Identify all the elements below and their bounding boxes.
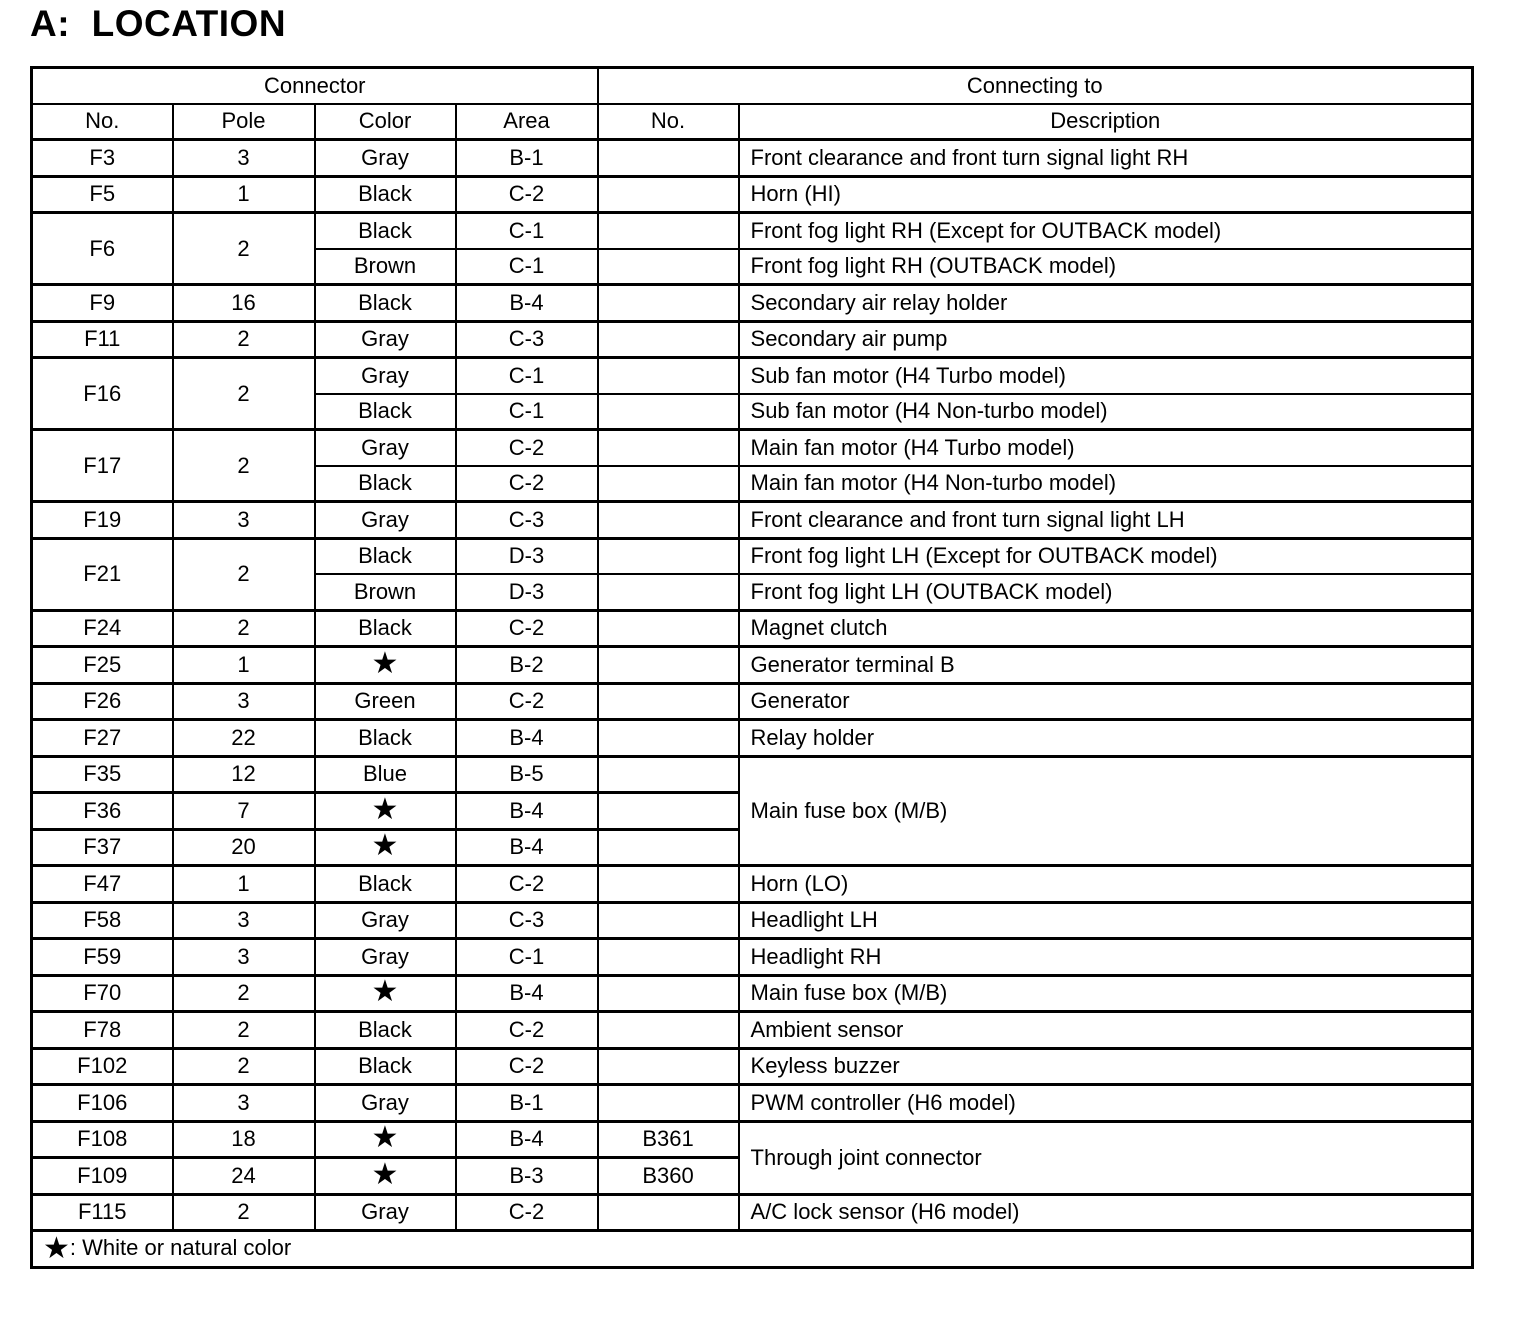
- area-code: C-1: [456, 939, 598, 976]
- table-row: [32, 502, 1473, 539]
- area-code: B-4: [456, 829, 598, 866]
- connector-color: Gray: [315, 902, 456, 939]
- column-header-color: Color: [315, 104, 456, 140]
- connecting-no: B360: [598, 1158, 739, 1195]
- connector-color: Black: [315, 866, 456, 903]
- table-row: [32, 358, 1473, 394]
- connecting-no: [598, 394, 739, 430]
- area-code: C-3: [456, 502, 598, 539]
- table-row: [32, 1121, 1473, 1158]
- pole-count: 3: [173, 683, 315, 720]
- area-code: C-2: [456, 610, 598, 647]
- table-row: [32, 610, 1473, 647]
- pole-count: 2: [173, 1012, 315, 1049]
- description: Magnet clutch: [739, 610, 1473, 647]
- table-row: [32, 1085, 1473, 1122]
- pole-count: 7: [173, 793, 315, 830]
- legend-row: [32, 1231, 1473, 1268]
- star-icon: ★: [371, 792, 399, 826]
- connector-color: Black: [315, 1048, 456, 1085]
- connecting-no: [598, 756, 739, 793]
- description: Main fuse box (M/B): [739, 975, 1473, 1012]
- table-row: [32, 683, 1473, 720]
- pole-count: 3: [173, 1085, 315, 1122]
- pole-count: 22: [173, 720, 315, 757]
- pole-count: 2: [173, 321, 315, 358]
- connector-color: [315, 1158, 456, 1195]
- area-code: B-4: [456, 793, 598, 830]
- table-row: [32, 140, 1473, 177]
- connector-color: Blue: [315, 756, 456, 793]
- connector-color: Gray: [315, 502, 456, 539]
- description: Horn (LO): [739, 866, 1473, 903]
- area-code: B-4: [456, 285, 598, 322]
- description: Headlight LH: [739, 902, 1473, 939]
- connecting-no: [598, 1194, 739, 1231]
- connector-color: Gray: [315, 430, 456, 466]
- connector-color: Green: [315, 683, 456, 720]
- pole-count: 2: [173, 358, 315, 430]
- connecting-no: [598, 502, 739, 539]
- description: Ambient sensor: [739, 1012, 1473, 1049]
- connector-color: [315, 793, 456, 830]
- legend: [32, 1231, 1473, 1268]
- connector-color: Black: [315, 394, 456, 430]
- connector-no: F3: [32, 140, 173, 177]
- pole-count: 1: [173, 866, 315, 903]
- area-code: C-1: [456, 394, 598, 430]
- connecting-no: [598, 574, 739, 610]
- connector-color: Gray: [315, 358, 456, 394]
- area-code: C-2: [456, 1048, 598, 1085]
- connector-no: F5: [32, 176, 173, 213]
- description: Front fog light LH (OUTBACK model): [739, 574, 1473, 610]
- pole-count: 12: [173, 756, 315, 793]
- table-row: [32, 213, 1473, 249]
- area-code: C-1: [456, 358, 598, 394]
- connecting-no: [598, 829, 739, 866]
- table-row: [32, 1048, 1473, 1085]
- connecting-no: [598, 1012, 739, 1049]
- area-code: B-3: [456, 1158, 598, 1195]
- connector-no: F25: [32, 647, 173, 684]
- connector-no: F35: [32, 756, 173, 793]
- connector-color: Black: [315, 213, 456, 249]
- column-header-pole: Pole: [173, 104, 315, 140]
- connector-color: Gray: [315, 140, 456, 177]
- connecting-no: [598, 939, 739, 976]
- pole-count: 2: [173, 1194, 315, 1231]
- star-icon: ★: [371, 975, 399, 1009]
- column-header-description: Description: [739, 104, 1473, 140]
- column-header-no: No.: [32, 104, 173, 140]
- connector-color: Brown: [315, 574, 456, 610]
- page-title: A: LOCATION: [30, 3, 287, 44]
- area-code: B-5: [456, 756, 598, 793]
- connector-no: F108: [32, 1121, 173, 1158]
- connector-color: Black: [315, 720, 456, 757]
- connecting-no: [598, 358, 739, 394]
- column-header-area: Area: [456, 104, 598, 140]
- connector-color: [315, 829, 456, 866]
- connector-color: Gray: [315, 1194, 456, 1231]
- connector-color: [315, 1121, 456, 1158]
- connector-color: Black: [315, 538, 456, 574]
- area-code: C-3: [456, 321, 598, 358]
- table-row: [32, 1194, 1473, 1231]
- pole-count: 2: [173, 1048, 315, 1085]
- connecting-no: [598, 176, 739, 213]
- description: Keyless buzzer: [739, 1048, 1473, 1085]
- pole-count: 3: [173, 502, 315, 539]
- connector-no: F6: [32, 213, 173, 285]
- description: Main fan motor (H4 Non-turbo model): [739, 466, 1473, 502]
- pole-count: 3: [173, 140, 315, 177]
- connecting-no: [598, 610, 739, 647]
- pole-count: 2: [173, 213, 315, 285]
- pole-count: 20: [173, 829, 315, 866]
- table-row: [32, 756, 1473, 793]
- area-code: B-4: [456, 975, 598, 1012]
- description: A/C lock sensor (H6 model): [739, 1194, 1473, 1231]
- connector-no: F26: [32, 683, 173, 720]
- connector-color: Black: [315, 610, 456, 647]
- connector-color: Gray: [315, 1085, 456, 1122]
- connector-no: F47: [32, 866, 173, 903]
- pole-count: 1: [173, 176, 315, 213]
- connecting-no: [598, 647, 739, 684]
- description: Horn (HI): [739, 176, 1473, 213]
- connecting-no: B361: [598, 1121, 739, 1158]
- connecting-no: [598, 249, 739, 285]
- location-table: [30, 66, 1474, 1269]
- connector-color: Gray: [315, 321, 456, 358]
- column-header-connecting-no: No.: [598, 104, 739, 140]
- pole-count: 1: [173, 647, 315, 684]
- pole-count: 24: [173, 1158, 315, 1195]
- description: Sub fan motor (H4 Turbo model): [739, 358, 1473, 394]
- description: Secondary air pump: [739, 321, 1473, 358]
- description: Front fog light RH (OUTBACK model): [739, 249, 1473, 285]
- connecting-no: [598, 213, 739, 249]
- area-code: B-4: [456, 1121, 598, 1158]
- table-row: [32, 176, 1473, 213]
- connector-no: F24: [32, 610, 173, 647]
- connector-no: F115: [32, 1194, 173, 1231]
- description: Main fan motor (H4 Turbo model): [739, 430, 1473, 466]
- connecting-no: [598, 902, 739, 939]
- connecting-to-group-header: Connecting to: [598, 68, 1473, 104]
- description: Sub fan motor (H4 Non-turbo model): [739, 394, 1473, 430]
- description: PWM controller (H6 model): [739, 1085, 1473, 1122]
- connector-no: F37: [32, 829, 173, 866]
- table-row: [32, 866, 1473, 903]
- description: Through joint connector: [739, 1121, 1473, 1194]
- connecting-no: [598, 466, 739, 502]
- table-row: [32, 538, 1473, 574]
- connector-no: F11: [32, 321, 173, 358]
- area-code: C-2: [456, 466, 598, 502]
- table-row: [32, 975, 1473, 1012]
- connector-no: F58: [32, 902, 173, 939]
- description: Generator terminal B: [739, 647, 1473, 684]
- area-code: C-2: [456, 430, 598, 466]
- area-code: C-2: [456, 1012, 598, 1049]
- area-code: D-3: [456, 574, 598, 610]
- connecting-no: [598, 720, 739, 757]
- star-icon: ★: [371, 646, 399, 680]
- connecting-no: [598, 285, 739, 322]
- connector-color: [315, 975, 456, 1012]
- connector-no: F102: [32, 1048, 173, 1085]
- connector-no: F16: [32, 358, 173, 430]
- table-row: [32, 1012, 1473, 1049]
- pole-count: 2: [173, 430, 315, 502]
- connecting-no: [598, 683, 739, 720]
- connecting-no: [598, 975, 739, 1012]
- area-code: C-2: [456, 683, 598, 720]
- area-code: B-1: [456, 1085, 598, 1122]
- connector-no: F36: [32, 793, 173, 830]
- area-code: C-2: [456, 866, 598, 903]
- table-row: [32, 720, 1473, 757]
- connector-no: F59: [32, 939, 173, 976]
- description: Relay holder: [739, 720, 1473, 757]
- connector-no: F17: [32, 430, 173, 502]
- connector-group-header: Connector: [32, 68, 598, 104]
- description: Front fog light LH (Except for OUTBACK model): [739, 538, 1473, 574]
- area-code: C-2: [456, 176, 598, 213]
- table-row: [32, 902, 1473, 939]
- table-row: [32, 939, 1473, 976]
- area-code: C-1: [456, 213, 598, 249]
- connector-no: F19: [32, 502, 173, 539]
- connecting-no: [598, 140, 739, 177]
- star-icon: ★: [371, 829, 399, 863]
- connector-no: F27: [32, 720, 173, 757]
- description: Main fuse box (M/B): [739, 756, 1473, 866]
- area-code: C-1: [456, 249, 598, 285]
- connecting-no: [598, 1085, 739, 1122]
- connector-no: F9: [32, 285, 173, 322]
- connector-color: [315, 647, 456, 684]
- connector-no: F106: [32, 1085, 173, 1122]
- description: Headlight RH: [739, 939, 1473, 976]
- table-row: [32, 647, 1473, 684]
- legend-text: : White or natural color: [69, 1235, 292, 1261]
- connecting-no: [598, 1048, 739, 1085]
- connector-color: Black: [315, 466, 456, 502]
- description: Secondary air relay holder: [739, 285, 1473, 322]
- description: Front clearance and front turn signal light RH: [739, 140, 1473, 177]
- area-code: C-2: [456, 1194, 598, 1231]
- pole-count: 16: [173, 285, 315, 322]
- connector-no: F109: [32, 1158, 173, 1195]
- area-code: B-2: [456, 647, 598, 684]
- star-icon: ★: [43, 1232, 70, 1266]
- connector-color: Gray: [315, 939, 456, 976]
- pole-count: 2: [173, 538, 315, 610]
- star-icon: ★: [371, 1157, 399, 1191]
- pole-count: 3: [173, 939, 315, 976]
- pole-count: 2: [173, 610, 315, 647]
- table-row: [32, 430, 1473, 466]
- pole-count: 3: [173, 902, 315, 939]
- table-row: [32, 285, 1473, 322]
- connecting-no: [598, 538, 739, 574]
- connecting-no: [598, 321, 739, 358]
- connecting-no: [598, 430, 739, 466]
- connector-no: F70: [32, 975, 173, 1012]
- connecting-no: [598, 793, 739, 830]
- description: Front clearance and front turn signal light LH: [739, 502, 1473, 539]
- connector-no: F78: [32, 1012, 173, 1049]
- table-row: [32, 321, 1473, 358]
- connector-color: Black: [315, 285, 456, 322]
- star-icon: ★: [371, 1121, 399, 1155]
- area-code: D-3: [456, 538, 598, 574]
- connector-color: Black: [315, 176, 456, 213]
- area-code: B-4: [456, 720, 598, 757]
- connector-color: Brown: [315, 249, 456, 285]
- connector-color: Black: [315, 1012, 456, 1049]
- area-code: B-1: [456, 140, 598, 177]
- pole-count: 2: [173, 975, 315, 1012]
- description: Front fog light RH (Except for OUTBACK model): [739, 213, 1473, 249]
- area-code: C-3: [456, 902, 598, 939]
- pole-count: 18: [173, 1121, 315, 1158]
- connecting-no: [598, 866, 739, 903]
- connector-no: F21: [32, 538, 173, 610]
- description: Generator: [739, 683, 1473, 720]
